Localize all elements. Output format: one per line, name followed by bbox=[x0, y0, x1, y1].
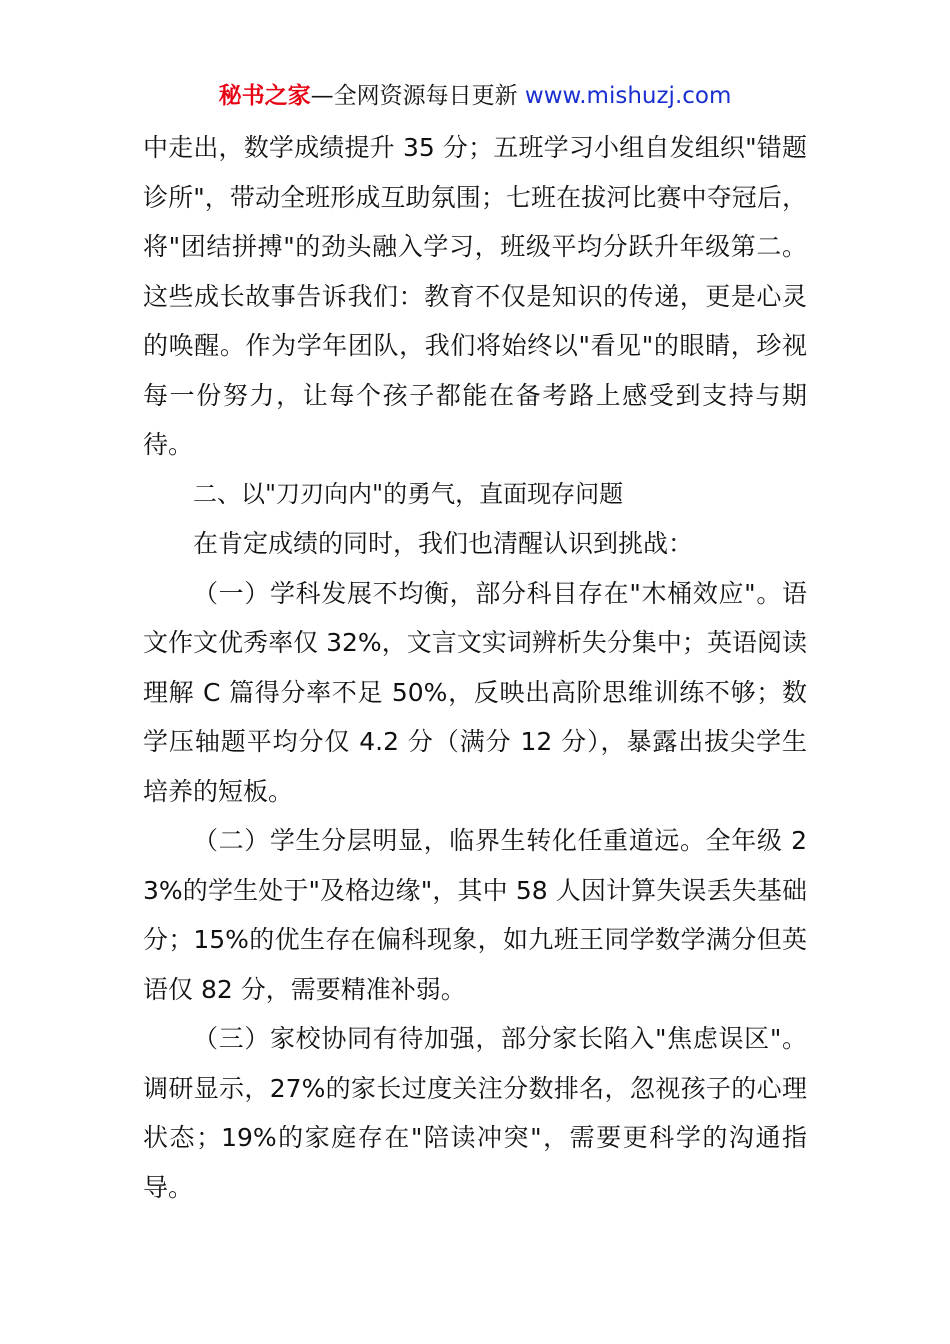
site-header bbox=[0, 78, 950, 114]
paragraph-point-3: （三）家校协同有待加强，部分家长陷入"焦虑误区"。调研显示，27%的家长过度关注分数排名，忽视孩子的心理状态；19%的家庭存在"陪读冲突"，需要更科学的沟通指导。 bbox=[143, 1024, 807, 1202]
section-heading: 二、以"刀刃向内"的勇气，直面现存问题 bbox=[193, 479, 624, 508]
site-tagline: —全网资源每日更新 bbox=[310, 83, 518, 109]
site-url-link[interactable]: www.mishuzj.com bbox=[524, 83, 732, 109]
document-body bbox=[143, 123, 807, 1212]
paragraph-continued: 中走出，数学成绩提升 35 分；五班学习小组自发组织"错题诊所"，带动全班形成互助氛围；七班在拔河比赛中夺冠后，将"团结拼搏"的劲头融入学习，班级平均分跃升年级第二。这些成长故事告诉我们：教育不仅是知识的传递，更是心灵的唤醒。作为学年团队，我们将始终以"看见"的眼睛，珍视每一份努力，让每个孩子都能在备考路上感受到支持与期待。 bbox=[143, 133, 807, 459]
site-brand: 秘书之家 bbox=[218, 83, 311, 109]
paragraph-intro: 在肯定成绩的同时，我们也清醒认识到挑战： bbox=[193, 529, 694, 558]
paragraph-point-1: （一）学科发展不均衡，部分科目存在"木桶效应"。语文作文优秀率仅 32%，文言文实词辨析失分集中；英语阅读理解 C 篇得分率不足 50%，反映出高阶思维训练不够；数学压轴题平均分仅 4.2 分（满分 12 分），暴露出拔尖学生培养的短板。 bbox=[143, 578, 807, 806]
paragraph-point-2: （二）学生分层明显，临界生转化任重道远。全年级 23%的学生处于"及格边缘"，其中 58 人因计算失误丢失基础分；15%的优生存在偏科现象，如九班王同学数学满分但英语仅 82 分，需要精准补弱。 bbox=[143, 826, 807, 1004]
